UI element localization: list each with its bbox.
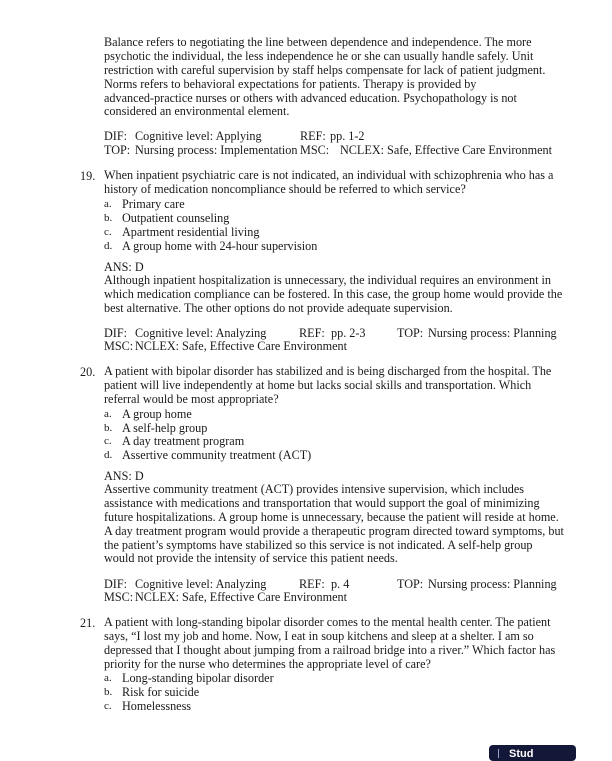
ref-label: REF: [299, 577, 325, 591]
rationale [104, 274, 564, 316]
text-line: Norms refers to behavioral expectations for patients. Therapy is provided by [104, 76, 477, 91]
text-line: priority for the nurse who determines the appropriate level of care? [104, 656, 431, 671]
question-stem [104, 365, 564, 407]
msc-value: NCLEX: Safe, Effective Care Environment [135, 339, 347, 353]
question-number: 20. [80, 365, 96, 379]
answer: ANS: D [104, 469, 144, 483]
question-stem [104, 616, 564, 672]
text-line: would not provide the intensity of service this patient needs. [104, 551, 398, 566]
dif-label: DIF: [104, 129, 128, 143]
option-text: Long-standing bipolar disorder [122, 671, 274, 685]
ref-value: p. 4 [331, 577, 350, 591]
top-label: TOP: [104, 143, 131, 157]
dif-value: Cognitive level: Analyzing [135, 577, 267, 591]
text-line: A day treatment program would provide a therapeutic program directed toward symptoms, but [104, 523, 564, 538]
dif-value: Cognitive level: Applying [135, 129, 262, 143]
text-line: depressed that I thought about jumping from a railroad bridge into a river.” Which factor has [104, 642, 556, 657]
msc-value: NCLEX: Safe, Effective Care Environment [340, 143, 552, 157]
text-line: psychotic the individual, the less independence he or she can usually handle safely. Unit [104, 48, 534, 63]
option-text: Apartment residential living [122, 225, 260, 239]
option-letter: c. [104, 700, 112, 712]
text-line: A patient with bipolar disorder has stabilized and is being discharged from the hospital. The [104, 364, 552, 378]
option-letter: b. [104, 686, 113, 698]
option-letter: c. [104, 226, 112, 238]
badge-text: Stud [509, 748, 534, 760]
option-letter: a. [104, 198, 112, 210]
option-letter: b. [104, 212, 113, 224]
text-line: referral would be most appropriate? [104, 391, 279, 406]
ref-value: pp. 2-3 [331, 326, 366, 340]
option-letter: d. [104, 449, 113, 461]
question-stem [104, 169, 564, 197]
option-text: A day treatment program [122, 434, 245, 448]
text-line: patient will live independently at home but lacks social skills and transportation. Which [104, 377, 532, 392]
text-line: advanced-practice nurses or others with advanced education. Psychopathology is not [104, 90, 517, 105]
text-line: A patient with long-standing bipolar disorder comes to the mental health center. The patient [104, 615, 551, 629]
option-letter: c. [104, 435, 112, 447]
ref-value: pp. 1-2 [330, 129, 365, 143]
text-line: says, “I lost my job and home. Now, I eat in soup kitchens and sleep at a shelter. I am so [104, 628, 534, 643]
dif-label: DIF: [104, 326, 128, 340]
option-letter: a. [104, 672, 112, 684]
option-text: Primary care [122, 197, 185, 211]
text-line: Balance refers to negotiating the line between dependence and independence. The more [104, 35, 532, 49]
text-line: future hospitalizations. A group home is unnecessary, because the patient will reside at home. [104, 509, 559, 524]
option-text: Risk for suicide [122, 685, 200, 699]
option-text: Assertive community treatment (ACT) [122, 448, 312, 462]
msc-label: MSC: [300, 143, 330, 157]
text-line: considered an environmental element. [104, 104, 290, 119]
top-value: Nursing process: Implementation [135, 143, 298, 157]
option-letter: b. [104, 422, 113, 434]
top-label: TOP: [397, 326, 424, 340]
study-badge[interactable] [489, 745, 576, 761]
top-value: Nursing process: Planning [428, 326, 557, 340]
ref-label: REF: [300, 129, 326, 143]
option-letter: a. [104, 408, 112, 420]
option-text: A self-help group [122, 421, 208, 435]
msc-label: MSC: [104, 339, 134, 353]
text-line: history of medication noncompliance should be referred to which service? [104, 181, 466, 196]
text-line: Although inpatient hospitalization is unnecessary, the individual requires an environment in [104, 273, 551, 287]
text-line: When inpatient psychiatric care is not indicated, an individual with schizophrenia who has a [104, 168, 554, 182]
text-line: best alternative. The other options do not provide adequate supervision. [104, 300, 453, 315]
ref-label: REF: [299, 326, 325, 340]
option-text: A group home with 24-hour supervision [122, 239, 318, 253]
top-label: TOP: [397, 577, 424, 591]
option-text: Outpatient counseling [122, 211, 230, 225]
option-letter: d. [104, 240, 113, 252]
question-number: 21. [80, 616, 96, 630]
dif-label: DIF: [104, 577, 128, 591]
dif-value: Cognitive level: Analyzing [135, 326, 267, 340]
text-line: restriction with careful supervision by staff helps compensate for lack of patient judgment. [104, 62, 546, 77]
msc-label: MSC: [104, 590, 134, 604]
text-line: the patient’s symptoms have stabilized so this service is not indicated. A self-help group [104, 537, 533, 552]
option-text: Homelessness [122, 699, 192, 713]
rationale [104, 483, 564, 566]
option-text: A group home [122, 407, 192, 421]
top-value: Nursing process: Planning [428, 577, 557, 591]
answer: ANS: D [104, 260, 144, 274]
question-number: 19. [80, 169, 96, 183]
msc-value: NCLEX: Safe, Effective Care Environment [135, 590, 347, 604]
text-line: assistance with medications and transportation that would support the goal of minimizing [104, 495, 540, 510]
prev-rationale [104, 36, 564, 119]
text-line: which medication compliance can be fostered. In this case, the group home would provide the [104, 286, 563, 301]
text-line: Assertive community treatment (ACT) provides intensive supervision, which includes [104, 482, 525, 496]
